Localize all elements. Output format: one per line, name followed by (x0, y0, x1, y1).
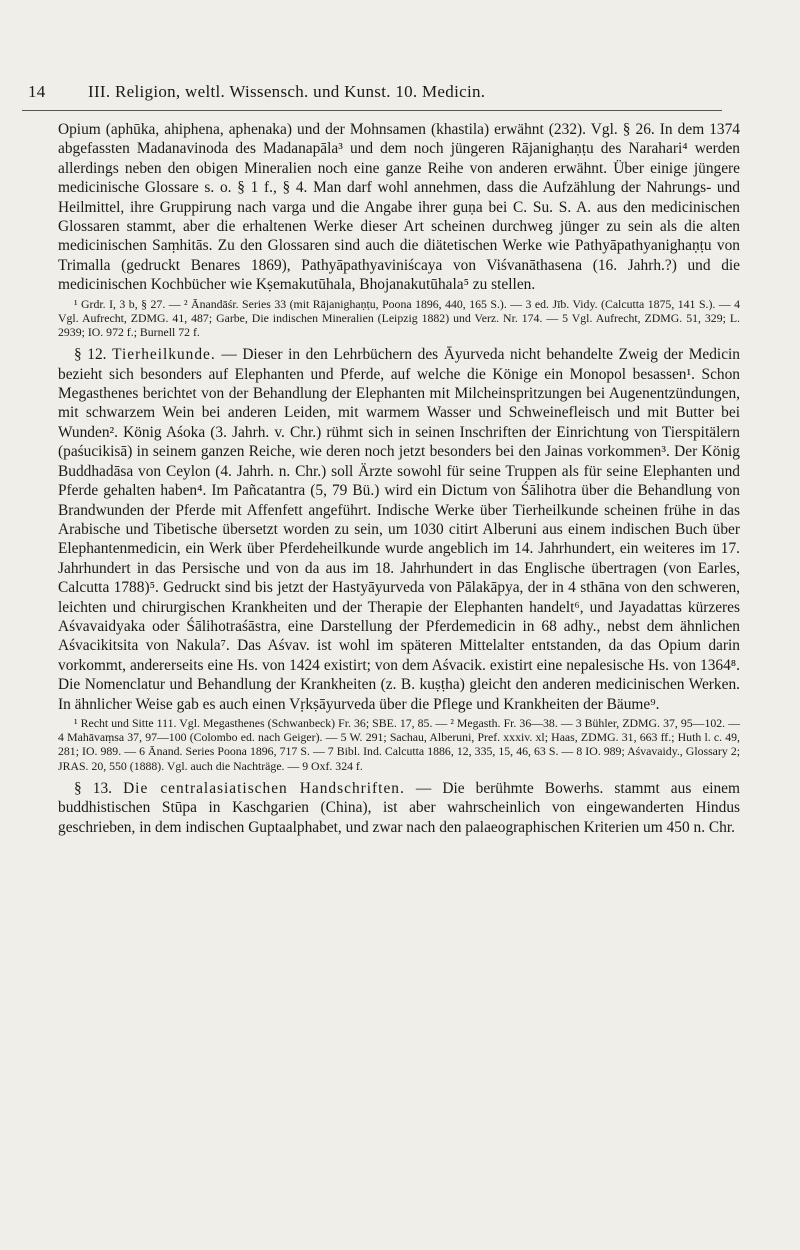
footnotes-tierheilkunde (58, 716, 740, 773)
footnotes-glossaries (58, 297, 740, 340)
footnote-block: ¹ Recht und Sitte 111. Vgl. Megasthenes (Schwanbeck) Fr. 36; SBE. 17, 85. — ² Megasth. Fr. 36—38. — 3 Bühler, ZDMG. 37, 95—102. — 4 Mahāvaṃsa 37, 97—100 (Colombo ed. nach Geiger). — 5 W. 291; Sachau, Alberuni, Pref. xxxiv. xl; Haas, ZDMG. 31, 663 ff.; Huth l. c. 49, 281; IO. 989. — 6 Ānand. Series Poona 1896, 717 S. — 7 Bibl. Ind. Calcutta 1886, 12, 335, 15, 46, 63 S. — 8 IO. 989; Aśvavaidy., Glossary 2; JRAS. 20, 550 (1888). Vgl. auch die Nachträge. — 9 Oxf. 324 f. (58, 715, 740, 773)
section-12 (58, 345, 740, 714)
section-number: § 13. (74, 779, 112, 797)
running-title: III. Religion, weltl. Wissensch. und Kunst. 10. Medicin. (88, 82, 486, 101)
page-body (58, 120, 740, 837)
page-number: 14 (28, 82, 46, 101)
running-header (22, 82, 722, 111)
section-number: § 12. (74, 346, 107, 364)
section-13 (58, 779, 740, 837)
section-text: — Die berühmte Bowerhs. stammt aus einem buddhistischen Stūpa in Kaschgarien (China), ist aber wahrscheinlich von eingewanderten Hindus geschrieben, in dem indischen Guptaalphabet, und zwar nach den palaeographischen Kriterien um 450 n. Chr. (58, 779, 740, 836)
section-title: Tierheilkunde. (112, 346, 216, 364)
footnote-block: ¹ Grdr. I, 3 b, § 27. — ² Ānandāśr. Series 33 (mit Rājanighaṇṭu, Poona 1896, 440, 165 S.). — 3 ed. Jīb. Vidy. (Calcutta 1875, 141 S.). — 4 Vgl. Aufrecht, ZDMG. 41, 487; Garbe, Die indischen Mineralien (Leipzig 1882) und Verz. Nr. 174. — 5 Vgl. Aufrecht, ZDMG. 51, 329; L. 2939; IO. 972 f.; Burnell 72 f. (58, 296, 740, 340)
paragraph-opium: Opium (aphūka, ahiphena, aphenaka) und der Mohnsamen (khastila) erwähnt (232). Vgl. § 26. In dem 1374 abgefassten Madanavinoda des Madanapāla³ und dem noch jüngeren Rājanighaṇṭu des Narahari⁴ werden allerdings neben den obigen Mineralien noch eine ganze Reihe von anderen erwähnt. Über einige jüngere medicinische Glossare s. o. § 1 f., § 4. Man darf wohl annehmen, dass die Aufzählung der Nahrungs- und Heilmittel, ihre Gruppirung nach varga und die Angabe ihrer guṇa bei C. Su. S. A. aus den medicinischen Glossaren stammt, aber die erhaltenen Werke dieser Art scheinen durchweg jünger zu sein als die alten medicinischen Saṃhitās. Zu den Glossaren sind auch die diätetischen Werke wie Pathyāpathyanighaṇṭu von Trimalla (gedruckt Benares 1869), Pathyāpathyaviniścaya von Viśvanāthasena (16. Jahrh.?) und die medicinischen Kochbücher wie Kṣemakutūhala, Bhojanakutūhala⁵ zu stellen. (58, 121, 740, 294)
section-title: Die centralasiatischen Handschriften. (123, 779, 405, 797)
section-text: — Dieser in den Lehrbüchern des Āyurveda nicht behandelte Zweig der Medicin bezieht sich besonders auf Elephanten und Pferde, auf welche die Könige ein Monopol besassen¹. Schon Megasthenes berichtet von der Behandlung der Elephanten mit Milcheinspritzungen bei Augenentzündungen, mit schwarzem Wein bei anderen Leiden, mit warmem Wasser und Schweinefleisch und mit Butter bei Wunden². König Aśoka (3. Jahrh. v. Chr.) rühmt sich in seinen Inschriften der Einrichtung von Tierspitälern (paśucikisā) in seinem ganzen Reiche, wie deren noch jetzt besonders bei den Jainas vorkommen³. Der König Buddhadāsa von Ceylon (4. Jahrh. n. Chr.) soll Ärzte sowohl für seine Truppen als für seine Elephanten und Pferde gehalten haben⁴. Im Pañcatantra (5, 79 Bü.) wird ein Dictum von Śālihotra über die Behandlung von Brandwunden der Pferde mit Affenfett angeführt. Indische Werke über Tierheilkunde scheinen frühe in das Arabische und Tibetische übersetzt worden zu sein, um 1030 citirt Alberuni aus einem indischen Buch über Elephantenmedicin, ein Werk über Pferdeheilkunde wurde angeblich im 14. Jahrhundert, ein weiteres im 17. Jahrhundert in das Persische und von da aus im 18. Jahrhundert in das Englische übertragen (von Earles, Calcutta 1788)⁵. Gedruckt sind bis jetzt der Hastyāyurveda von Pālakāpya, der in 4 sthāna von den schweren, leichten und chirurgischen Krankheiten und der Therapie der Elephanten handelt⁶, und Jayadattas kürzeres Aśvavaidyaka oder Śālihotraśāstra, eine Darstellung der Pferdemedicin in 68 adhy., nebst dem ähnlichen Aśvacikitsita von Nakula⁷. Das Aśvav. ist wohl im späteren Mittelalter entstanden, da das Opium darin vorkommt, andererseits eine Hs. von 1424 existirt; von dem Aśvacik. existirt eine nepalesische Hs. von 1364⁸. Die Nomenclatur und Behandlung der Krankheiten (z. B. kuṣṭha) gleicht den anderen medicinischen Werken. In ähnlicher Weise gab es auch einen Vṛkṣāyurveda über die Pflege und Krankheiten der Bäume⁹. (58, 346, 740, 713)
